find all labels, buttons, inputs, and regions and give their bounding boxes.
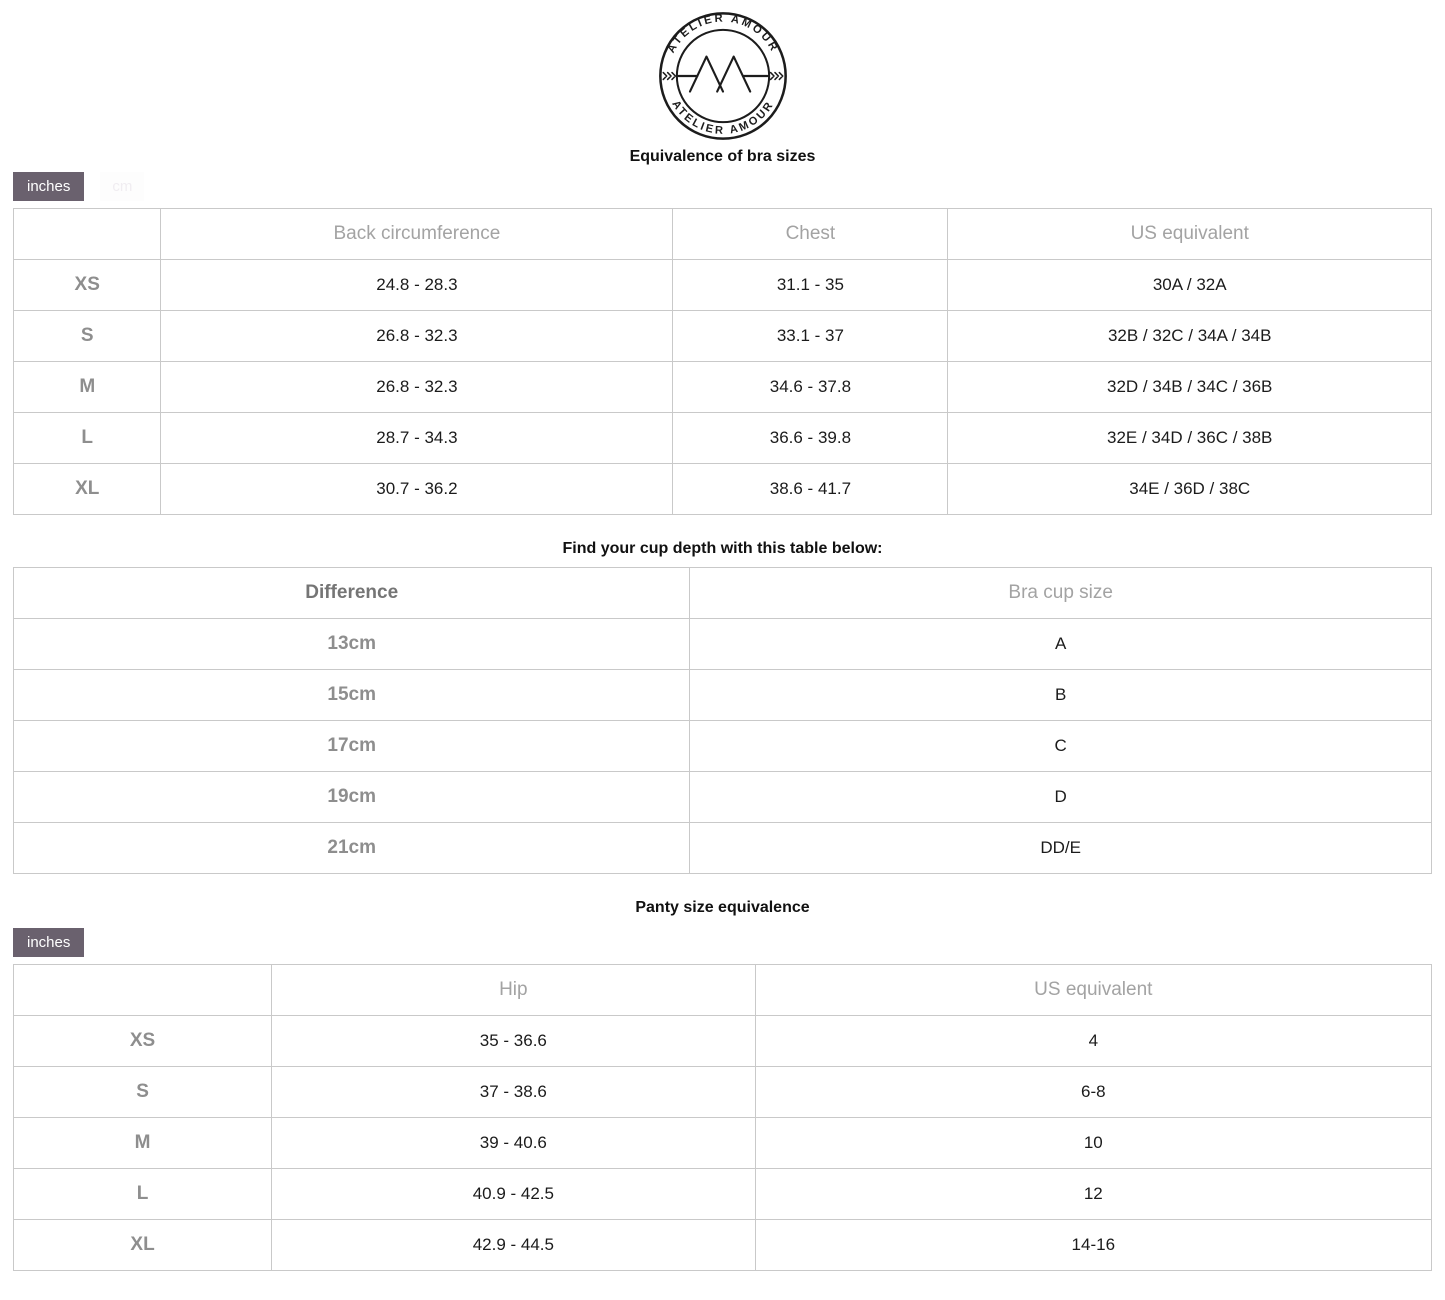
size-label-cell: L [14,413,161,464]
back-cell: 26.8 - 32.3 [161,311,673,362]
logo-row [13,0,1432,144]
hip-cell: 40.9 - 42.5 [272,1169,756,1220]
chest-cell: 38.6 - 41.7 [673,464,948,515]
empty-header-cell [14,209,161,260]
table-row [14,464,1432,515]
back-cell: 28.7 - 34.3 [161,413,673,464]
us-cell: 14-16 [755,1220,1431,1271]
difference-cell: 21cm [14,823,690,874]
difference-cell: 15cm [14,670,690,721]
difference-cell: 19cm [14,772,690,823]
bra-size-table [13,208,1432,515]
difference-cell: 13cm [14,619,690,670]
back-circumference-header: Back circumference [161,209,673,260]
size-label-cell: XL [14,1220,272,1271]
cup-cell: A [690,619,1432,670]
us-cell: 32B / 32C / 34A / 34B [948,311,1432,362]
back-cell: 30.7 - 36.2 [161,464,673,515]
table-row [14,772,1432,823]
svg-text:ATELIER AMOUR [665,12,780,55]
hip-cell: 37 - 38.6 [272,1067,756,1118]
difference-header: Difference [14,568,690,619]
size-label-cell: M [14,362,161,413]
table-row [14,362,1432,413]
back-cell: 26.8 - 32.3 [161,362,673,413]
panty-size-table [13,964,1432,1271]
table-row [14,670,1432,721]
cup-section-title: Find your cup depth with this table below: [562,540,883,557]
chest-cell: 33.1 - 37 [673,311,948,362]
size-label-cell: L [14,1169,272,1220]
table-header-row [14,965,1432,1016]
table-row [14,619,1432,670]
atelier-amour-logo-icon [655,8,791,144]
empty-header-cell [14,965,272,1016]
table-row [14,721,1432,772]
table-row [14,823,1432,874]
inches-unit-button[interactable]: inches [13,928,84,957]
hip-cell: 39 - 40.6 [272,1118,756,1169]
chest-cell: 34.6 - 37.8 [673,362,948,413]
back-cell: 24.8 - 28.3 [161,260,673,311]
inches-unit-button[interactable]: inches [13,172,84,201]
size-label-cell: XL [14,464,161,515]
logo-arc-text-bottom: ATELIER AMOUR [668,98,777,137]
panty-unit-toggle-row [13,928,1432,957]
us-cell: 4 [755,1016,1431,1067]
size-label-cell: M [14,1118,272,1169]
cup-depth-table [13,567,1432,874]
logo-arc-text-top: ATELIER AMOUR [664,12,781,56]
chest-header: Chest [673,209,948,260]
table-header-row [14,209,1432,260]
cup-cell: DD/E [690,823,1432,874]
us-cell: 32E / 34D / 36C / 38B [948,413,1432,464]
us-cell: 32D / 34B / 34C / 36B [948,362,1432,413]
cup-cell: D [690,772,1432,823]
us-cell: 34E / 36D / 38C [948,464,1432,515]
chest-cell: 31.1 - 35 [673,260,948,311]
cup-cell: B [690,670,1432,721]
us-equivalent-header: US equivalent [755,965,1431,1016]
size-label-cell: XS [14,260,161,311]
us-cell: 6-8 [755,1067,1431,1118]
us-cell: 30A / 32A [948,260,1432,311]
us-cell: 12 [755,1169,1431,1220]
table-row [14,1220,1432,1271]
difference-cell: 17cm [14,721,690,772]
us-equivalent-header: US equivalent [948,209,1432,260]
page-title: Equivalence of bra sizes [629,148,816,165]
size-label-cell: XS [14,1016,272,1067]
table-row [14,1016,1432,1067]
table-row [14,1118,1432,1169]
cm-unit-button[interactable]: cm [100,172,144,201]
hip-cell: 42.9 - 44.5 [272,1220,756,1271]
cup-cell: C [690,721,1432,772]
table-row [14,1169,1432,1220]
table-row [14,413,1432,464]
table-row [14,260,1432,311]
hip-header: Hip [272,965,756,1016]
aa-monogram-icon [678,57,767,92]
table-row [14,1067,1432,1118]
bra-unit-toggle-row [13,172,1432,201]
size-label-cell: S [14,1067,272,1118]
table-row [14,311,1432,362]
us-cell: 10 [755,1118,1431,1169]
hip-cell: 35 - 36.6 [272,1016,756,1067]
chest-cell: 36.6 - 39.8 [673,413,948,464]
bra-cup-size-header: Bra cup size [690,568,1432,619]
table-header-row [14,568,1432,619]
size-label-cell: S [14,311,161,362]
panty-section-title: Panty size equivalence [635,899,810,916]
